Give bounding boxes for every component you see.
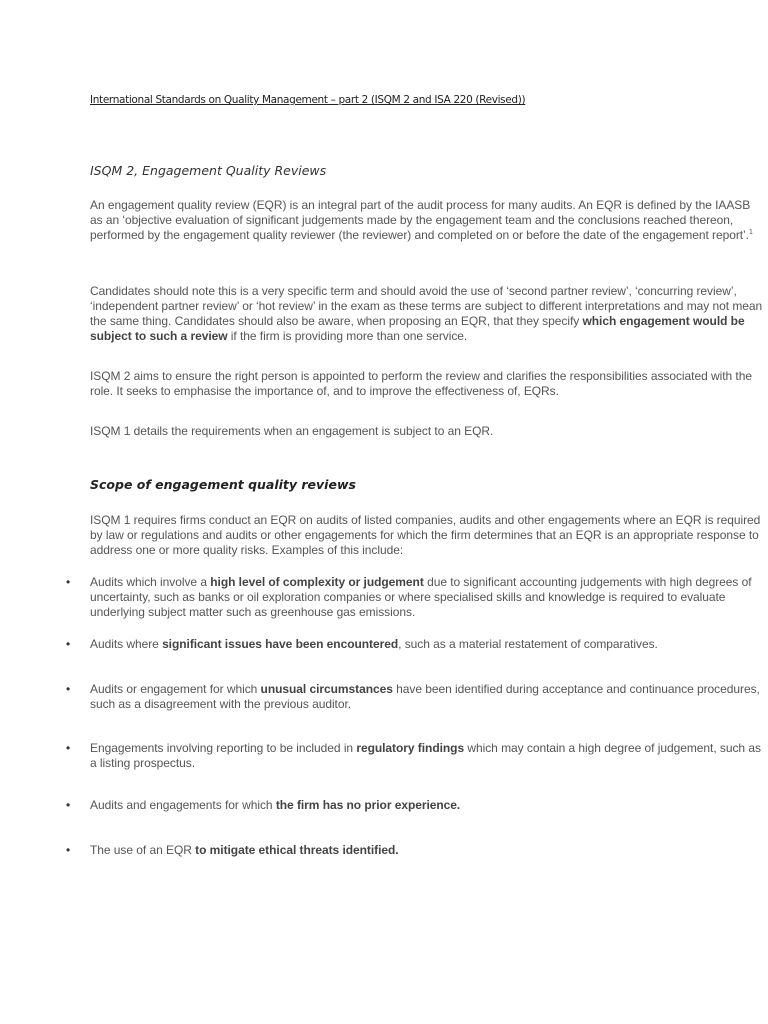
section-heading-scope: Scope of engagement quality reviews	[90, 477, 356, 492]
bullet-icon: •	[66, 843, 71, 857]
list-item-text: Audits and engagements for which the firm has no prior experience.	[90, 798, 461, 812]
paragraph-terminology	[90, 284, 766, 344]
paragraph-eqr-definition	[90, 198, 766, 243]
list-item-text: Audits which involve a high level of complexity or judgement due to significant accounting judgements with high degrees of uncertainty, such as banks or oil exploration companies or where specialised skills and knowledge is required to evaluate underlying subject matter such as greenhouse gas emissions.	[90, 575, 752, 619]
list-item-text: Audits where significant issues have been encountered, such as a material restatement of comparatives.	[90, 637, 658, 651]
list-item-text: The use of an EQR to mitigate ethical threats identified.	[90, 843, 399, 857]
paragraph-text: if the firm is providing more than one service.	[227, 329, 468, 343]
list-item-text: Audits or engagement for which unusual circumstances have been identified during acceptance and continuance procedures, such as a disagreement with the previous auditor.	[90, 682, 760, 711]
paragraph-scope-intro: ISQM 1 requires firms conduct an EQR on audits of listed companies, audits and other engagements where an EQR is required by law or regulations and audits or other engagements for which the firm determines that an EQR is an appropriate response to address one or more quality risks. Examples of this include:	[90, 513, 761, 557]
emphasis-text: unusual circumstances	[260, 682, 393, 696]
list-item-text: Engagements involving reporting to be included in regulatory findings which may contain a high degree of judgement, such as a listing prospectus.	[90, 741, 761, 770]
emphasis-text: high level of complexity or judgement	[210, 575, 424, 589]
document-title: International Standards on Quality Management – part 2 (ISQM 2 and ISA 220 (Revised))	[90, 94, 526, 106]
paragraph-text: Candidates should note this is a very specific term and should avoid the use of ‘second partner review’, ‘concurring review’, ‘independent partner review’ or ‘hot review’ in the exam as these terms are subject to different interpretations and may not mean the same thing. Candidates should also be aware, when proposing an EQR, that they specify	[90, 284, 763, 328]
emphasis-text: to mitigate ethical threats identified.	[195, 843, 399, 857]
bullet-icon: •	[66, 575, 71, 589]
emphasis-text: significant issues have been encountered	[162, 637, 399, 651]
paragraph-isqm2-aims: ISQM 2 aims to ensure the right person is appointed to perform the review and clarifies the responsibilities associated with the role. It seeks to emphasise the importance of, and to improve the effectiveness of, EQRs.	[90, 369, 752, 398]
section-heading-isqm2: ISQM 2, Engagement Quality Reviews	[90, 163, 327, 178]
bullet-icon: •	[66, 798, 71, 812]
bullet-icon: •	[66, 637, 71, 651]
emphasis-text: the firm has no prior experience.	[275, 798, 461, 812]
emphasis-text: which engagement would be subject to such a review	[90, 314, 745, 343]
paragraph-isqm1-requirements: ISQM 1 details the requirements when an engagement is subject to an EQR.	[90, 424, 494, 438]
bullet-icon: •	[66, 741, 71, 755]
paragraph-text: An engagement quality review (EQR) is an integral part of the audit process for many audits. An EQR is defined by the IAASB as an ‘objective evaluation of significant judgements made by the engagement team and the conclusions reached thereon, performed by the engagement quality reviewer (the reviewer) and completed on or before the date of the engagement report’.	[90, 198, 751, 242]
footnote-marker: 1	[748, 229, 753, 236]
bullet-icon: •	[66, 682, 71, 696]
emphasis-text: regulatory findings	[356, 741, 465, 755]
